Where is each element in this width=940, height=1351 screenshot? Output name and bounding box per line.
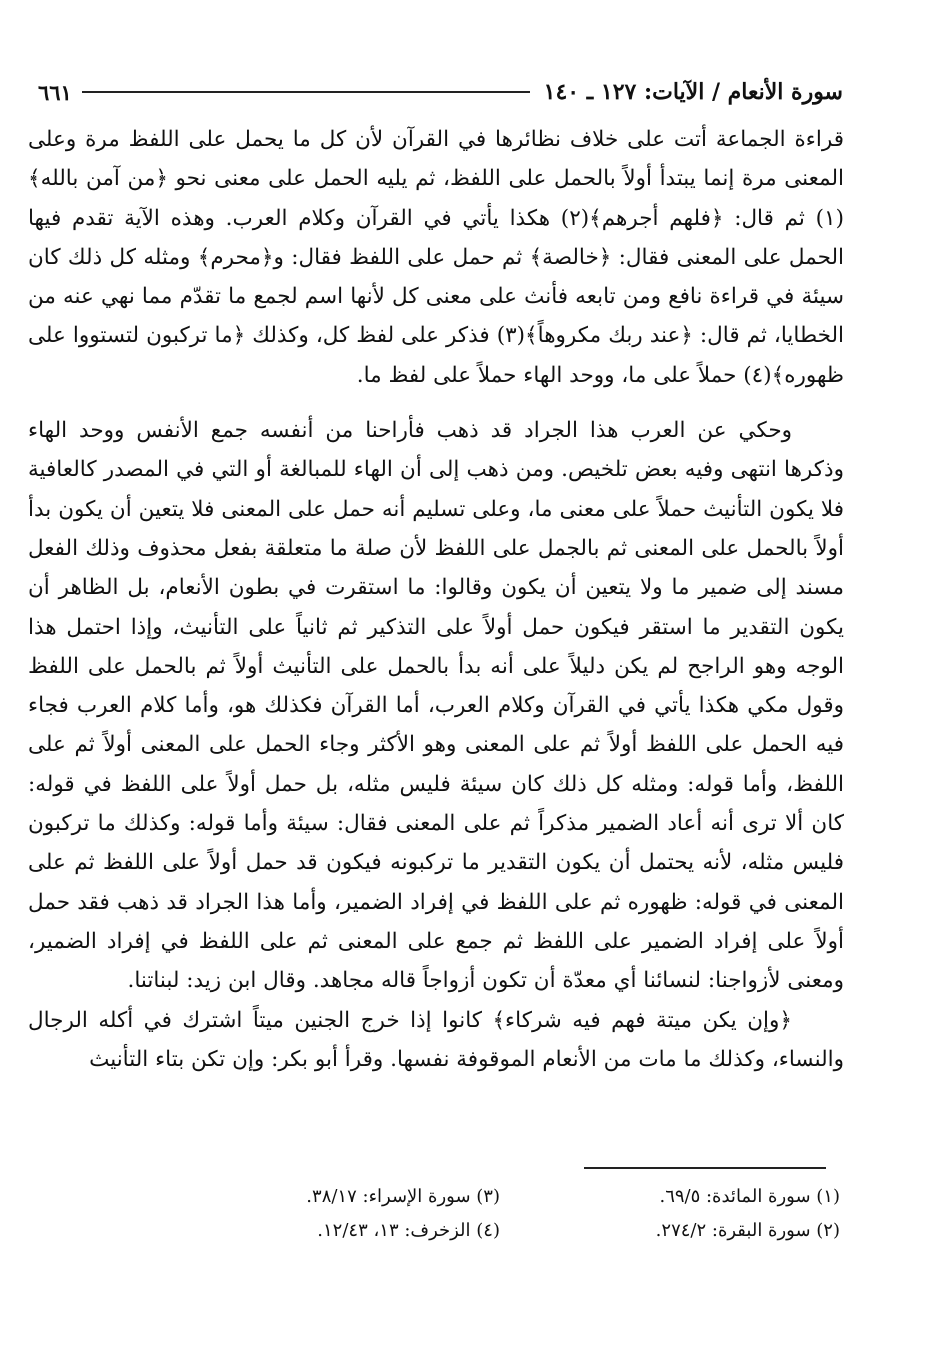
footnote-1: (١) سورة المائدة: ٦٩/٥. [659, 1186, 840, 1207]
header-rule [82, 91, 530, 93]
running-header [38, 72, 843, 112]
footnotes [200, 1180, 840, 1248]
footnote-4: (٤) الزخرف: ١٣، ١٢/٤٣. [317, 1220, 500, 1241]
footnote-3: (٣) سورة الإسراء: ٣٨/١٧. [306, 1186, 500, 1207]
footnote-separator [584, 1167, 826, 1169]
main-text [28, 120, 844, 1079]
page-number: ٦٦١ [38, 79, 72, 105]
paragraph-3: ﴿وإن يكن ميتة فهم فيه شركاء﴾ كانوا إذا خرج الجنين ميتاً اشترك في أكله الرجال والنساء، وكذلك ما مات من الأنعام الموقوفة نفسها. وقرأ أبو بكر: وإن تكن بتاء التأنيث [28, 1007, 844, 1072]
footnote-2: (٢) سورة البقرة: ٢٧٤/٢. [655, 1220, 840, 1241]
paragraph-1: قراءة الجماعة أتت على خلاف نظائرها في القرآن لأن كل ما يحمل على اللفظ مرة وعلى المعنى مرة إنما يبتدأ أولاً بالحمل على اللفظ، ثم يليه الحمل على معنى نحو ﴿من آمن بالله﴾(١) ثم قال: ﴿فلهم أجرهم﴾(٢) هكذا يأتي في القرآن وكلام العرب. وهذه الآية تقدم فيها الحمل على المعنى فقال: ﴿خالصة﴾ ثم حمل على اللفظ فقال: و﴿محرم﴾ ومثله كل ذلك كان سيئة في قراءة نافع ومن تابعه فأنث على معنى كل لأنها اسم لجمع ما تقدّم مما نهي عنه من الخطايا، ثم قال: ﴿عند ربك مكروهاً﴾(٣) فذكر على لفظ كل، وكذلك ﴿ما تركبون لتستووا على ظهوره﴾(٤) حملاً على ما، ووحد الهاء حملاً على لفظ ما. [28, 127, 844, 388]
paragraph-2: وحكي عن العرب هذا الجراد قد ذهب فأراحنا من أنفسه جمع الأنفس ووحد الهاء وذكرها انتهى وفيه بعض تلخيص. ومن ذهب إلى أن الهاء للمبالغة أو التي في المصدر كالعافية فلا يكون التأنيث حملاً على معنى ما، وعلى تسليم أنه حمل على المعنى فلا يتعين أن يكون بدأ أولاً بالحمل على المعنى ثم بالجمل على اللفظ لأن صلة ما متعلقة بفعل محذوف وذلك الفعل مسند إلى ضمير ما ولا يتعين أن يكون وقالوا: ما استقرت في بطون الأنعام، بل الظاهر أن يكون التقدير ما استقر فيكون حمل أولاً على التذكير ثم ثانياً على التأنيث، وإذا احتمل هذا الوجه وهو الراجح لم يكن دليلاً على أنه بدأ بالحمل على التأنيث أولاً ثم بالحمل على اللفظ وقول مكي هكذا يأتي في القرآن وكلام العرب، أما القرآن فكذلك هو، وأما كلام العرب فجاء فيه الحمل على اللفظ أولاً ثم على المعنى وهو الأكثر وجاء الحمل على المعنى أولاً ثم على اللفظ، وأما قوله: ومثله كل ذلك كان سيئة فليس مثله، بل حمل أولاً على اللفظ في قوله: كان ألا ترى أنه أعاد الضمير مذكراً ثم على المعنى فقال: سيئة وأما قوله: وكذلك ما تركبون فليس مثله، لأنه يحتمل أن يكون التقدير ما تركبونه فيكون قد حمل أولاً على اللفظ ثم على المعنى في قوله: ظهوره ثم على اللفظ في إفراد الضمير، وأما هذا الجراد قد ذهب فقد حمل أولاً على إفراد الضمير على اللفظ ثم جمع على المعنى ثم على اللفظ في إفراد الضمير، ومعنى لأزواجنا: لنسائنا أي معدّة أن تكون أزواجاً قاله مجاهد. وقال ابن زيد: لبناتنا. [28, 418, 844, 994]
header-title: سورة الأنعام / الآيات: ١٢٧ ـ ١٤٠ [543, 79, 843, 105]
